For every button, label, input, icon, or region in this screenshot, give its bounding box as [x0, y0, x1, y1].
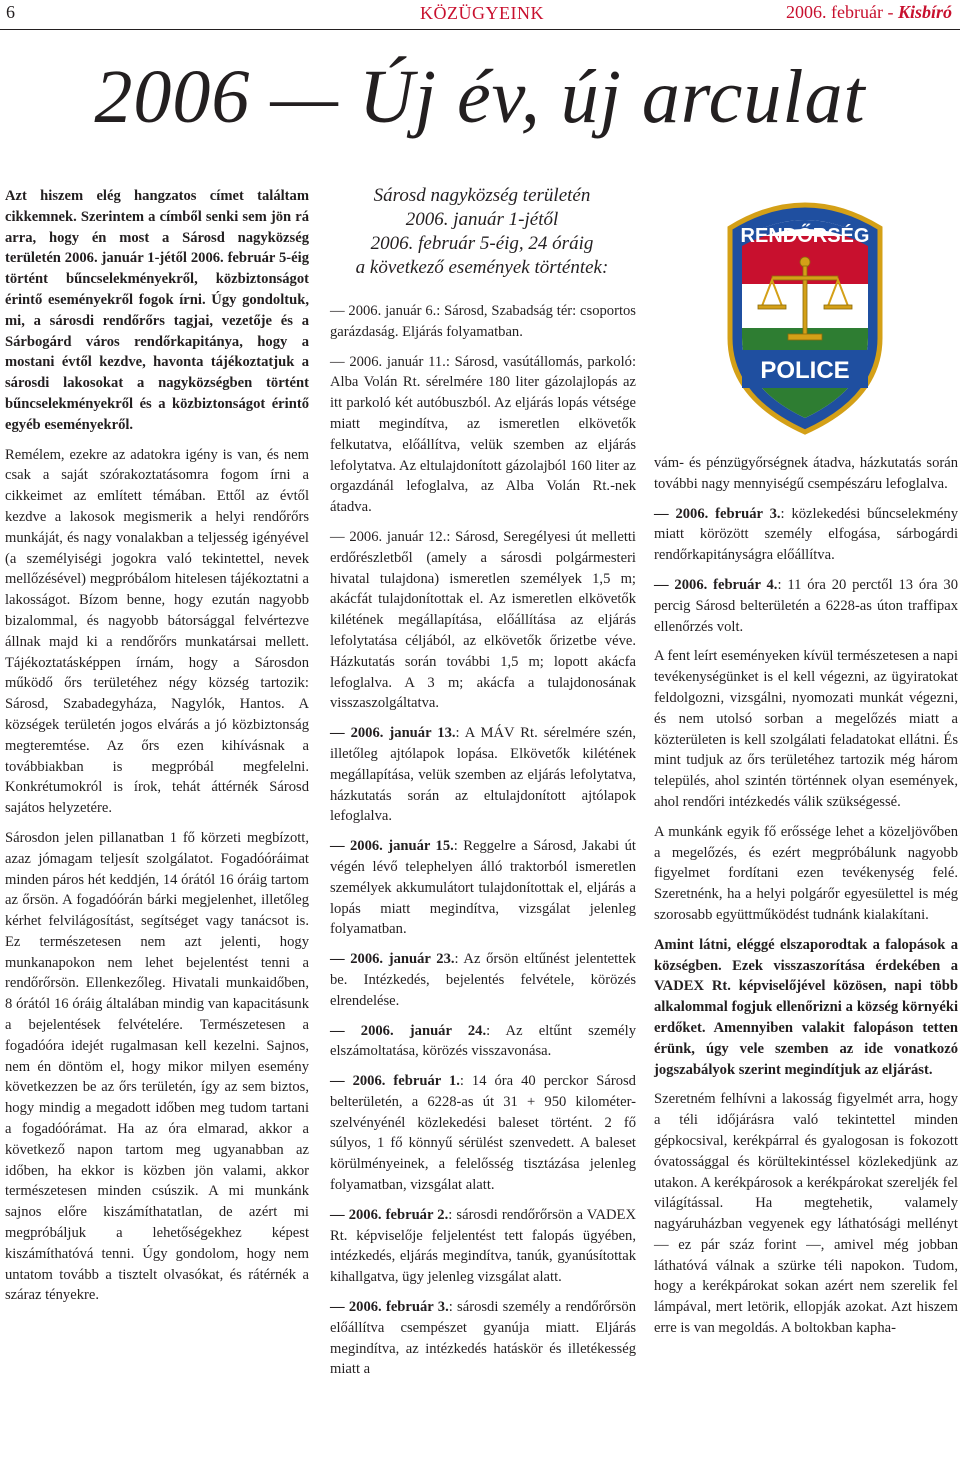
subhead-line: 2006. január 1-jétől: [405, 209, 559, 230]
event-text: : Az eltűnt személy elszámoltatása, körözés visszavonása.: [330, 1022, 636, 1060]
event-date: — 2006. január 13.: [330, 725, 456, 742]
page-number: 6: [6, 2, 15, 22]
event-text: : 14 óra 40 perckor Sárosd belterületén, a 6228-as út 31 + 950 kilométer- szelvényénél közlekedési baleset történt. 2 fő súlyos, 1 fő könnyű sérülést szenvedett. A baleset körülményeinek, a felelősség tisztázása jelenleg folyamatban, vizsgálat alatt.: [330, 1073, 636, 1194]
event-item: [330, 527, 636, 714]
event-item: [330, 1071, 636, 1196]
event-text: : Sárosd, Seregélyesi út melletti erdőrészletből (amely a sárosdi polgármesteri hivatal tulajdona) ismeretlen személyek 1,5 m; akácfát tulajdonítottak el. Az ismeretlen elkövetők kilétének megállapítása, előállítása az eljárás lefolytatása céljából, az elkövetők őrizetbe véve. Házkutatás során további 1,5 m; lopott akácfa lefoglalva. A 3 m; akácfa a tulajdonosának visszaszolgáltatva.: [330, 528, 636, 712]
subhead-line: Sárosd nagyközség területén: [373, 185, 591, 206]
event-date: — 2006. január 11.: [330, 353, 446, 370]
event-item: [654, 575, 958, 637]
page-header: [0, 0, 960, 30]
event-text: : 11 óra 20 perctől 13 óra 30 percig Sárosd belterületén a 6228-as úton traffipax ellenőrzés volt.: [654, 576, 958, 635]
event-text: : Sárosd, Szabadság tér: csoportos garázdaság. Eljárás folyamatban.: [330, 303, 636, 340]
intro-text: Azt hiszem elég hangzatos címet találtam cikkemnek. Szerintem a címből senki sem jön rá arra, hogy én most a Sárosd nagyközség területén 2006. január 1-jétől 2006. február 5-éig történt bűncselekményekről, közbiztonságot érintő eseményekről fogok írni. Úgy gondoltuk, mi, a sárosdi rendőrőrs tagjai, vezetője és a Sárbogárd város rendőrkapitánya, hogy a mostani évtől kezdve, havonta tájékoztatjuk a sárosdi lakosokat a nagyközségben történt bűncselekményekről és a közbiztonságot érintő egyéb eseményekről.: [5, 188, 309, 433]
paragraph: Sárosdon jelen pillanatban 1 fő körzeti megbízott, azaz jómagam teljesít szolgálatot. Fogadóóráimat minden páros hét keddjén, 14 órától 16 óráig tartom az őrsön. A fogadóórán bárki megjelenhet, illetőleg kérhet felvilágosítást, segítséget vagy tanácsot is. Ez természetesen nem azt jelenti, hogy munkanapokon nem lehet bejelentést tenni a rendőrőrsön. Ellenkezőleg. Hivatali munkaidőben, 8 órától 16 óráig általában mindig van kapacitásunk a bejelentések felvételére. Természetesen a fogadóóra idejét rugalmasan kell kezelni. Sajnos, nem én döntöm el, hogy mikor milyen esemény következzen be az őrs területén, így az sem biztos, hogy mindig a megadott időben meg tudom tartani a fogadóórámat. Ha az óra elmarad, akkor a következő napon tartom meg ugyanabban az időben, ha ekkor is közben jön valami, akkor természetesen minden csúszik. A mi munkánk sajnos előre kiszámíthatatlan, de azért mi megpróbáljuk a lehetőségekhez képest kiszámíthatóvá tenni. Úgy gondolom, hogy nem untatom tovább a tisztelt olvasókat, és rátérnék a száraz tényekre.: [5, 829, 309, 1304]
event-date: — 2006. január 12.: [330, 528, 447, 545]
event-date: — 2006. február 3.: [330, 1299, 449, 1316]
badge-top-text: RENDŐRSÉG: [740, 225, 870, 247]
bold-paragraph: [654, 935, 958, 1081]
paragraph: vám- és pénzügyőrségnek átadva, házkutatás során további nagy mennyiségű csempészáru lefoglalva.: [654, 455, 958, 492]
event-date: — 2006. február 3.: [654, 505, 781, 522]
column-3: [654, 453, 958, 1348]
event-item: [330, 723, 636, 827]
event-text: : sárosdi személy a rendőrőrsön előállítva csempészet gyanúja miatt. Eljárás megindítva, az intézkedés hatáskör és illetékesség miatt a: [330, 1299, 636, 1378]
event-date: — 2006. február 4.: [654, 576, 778, 593]
intro-paragraph: [5, 186, 309, 436]
event-item: [330, 1297, 636, 1380]
column-1: [5, 186, 309, 1315]
headline: 2006 — Új év, új arculat: [94, 55, 866, 139]
event-date: — 2006. január 15.: [330, 838, 454, 855]
issue-date: [786, 2, 952, 23]
event-item: [654, 504, 958, 566]
event-text: : Az őrsön eltűnést jelentettek be. Intézkedés, bejelentés felvétele, körözés elrendelése.: [330, 951, 636, 1009]
event-item: [330, 949, 636, 1011]
bold-text: Amint látni, eléggé elszaporodtak a falopások a községben. Ezek visszaszorítása érdekében a VADEX Rt. képviselőjével közösen, napi több alkalommal fogjuk ellenőrizni a község környéki erdőket. Amennyiben valakit falopáson tetten érünk, úgy vele szemben az ide vonatkozó jogszabályok szerint megindítjuk az eljárást.: [654, 936, 958, 1078]
paragraph: A munkánk egyik fő erőssége lehet a közeljövőben a megelőzés, és ezért megpróbálunk nagyobb figyelmet fordítani ezen tevékenység felé. Szeretnénk, ha a helyi polgárőr egyesülettel is még szorosabb együttműködést tudnánk kialakítani.: [654, 823, 958, 923]
event-item: [330, 836, 636, 940]
event-text: : A MÁV Rt. sérelmére szén, illetőleg ajtólapok lopása. Elkövetők kilétének megállapítása, velük szemben az eljárás lefolytatva, házkutatás során az eltulajdonított ajtólapok lefoglalva.: [330, 725, 636, 825]
paragraph: A fent leírt eseményeken kívül természetesen a napi tevékenységünket is el kell végezni, az ügyiratokat feldolgozni, vizsgálni, nyomozati munkát végezni, és nem utolsó sorban a megelőzés miatt a közterületen is kell szolgálati feladatokat ellátni. És mint tudjuk az őrs területéhez tartozik még három település, ahol szintén történnek olyan események, ahol rendőri intézkedés válik szükségessé.: [654, 648, 958, 810]
event-item: [330, 301, 636, 343]
event-date: — 2006. február 1.: [330, 1073, 460, 1090]
event-date: — 2006. január 23.: [330, 951, 455, 968]
event-item: [330, 1205, 636, 1288]
badge-bottom-text: POLICE: [760, 357, 850, 384]
paragraph: Szeretném felhívni a lakosság figyelmét arra, hogy a téli időjárásra való tekintettel minden gépkocsival, kerékpárral és gyalogosan is fokozott óvatossággal és körültekintéssel közlekedjünk az utakon. A kerékpárosok a kerékpárokat szereljék fel világítással. Ha megtehetik, valamely nagyáruházban vegyenek egy láthatósági mellényt — ez pár száz forint —, amivel még jobban láthatóvá válnak a szürke téli napokon. Tudom, hogy a kerékpárokat sokan azért nem szerelik fel lámpával, mert letörik, ellopják azokat. Azt hiszem erre is van megoldás. A boltokban kapha-: [654, 1091, 958, 1337]
paragraph: Remélem, ezekre az adatokra igény is van, és nem csak a saját szórakoztatásomra fogom írni a cikkeimet az említett témában. Ettől az évtől kezdve a lakosok megismerik a helyi rendőrőrs munkáját, és nagy vonalakban a teljesség igényével (a személyiségi jogokra való tekintettel, nevek mellőzésével) megpróbálom hitelesen tájékoztatni a lakosságot. Bízom benne, hogy ezután nagyobb bizalommal, és nagyobb bátorsággal felvértezve állnak majd ki a rendőrőrs munkatársai mellett. Tájékoztatásképpen írnám, hogy a Sárosdon működő őrs területéhez négy község tartozik: Sárosd, Szabadegyháza, Nagylók, Hantos. A községek területén jogos elvárás a jó közbiztonság megteremtése. Az őrs ezen kihívásnak a továbbiakban is megpróbál megfelelni. Konkrétumokról is írok, tehát áttérnék Sárosd sajátos helyzetére.: [5, 446, 309, 817]
police-shield-icon: [722, 188, 888, 436]
column-2: [330, 301, 636, 1389]
event-item: [330, 352, 636, 518]
subhead-line: a következő események történtek:: [355, 257, 609, 278]
event-text: : Sárosd, vasútállomás, parkoló: Alba Volán Rt. sérelmére 180 liter gázolajlopás az itt parkoló két autóbuszból. Az eljárás lopás vétsége miatt megindítva, az ismeretlen elkövetők felkutatva, előállítva, velük szemben az eljárás lefolytatva. Az eltulajdonított gázolajból 160 liter az orgazdánál lefoglalva, az Alba Volán Rt.-nek átadva.: [330, 353, 636, 516]
event-date: — 2006. január 6.: [330, 303, 437, 319]
event-date: — 2006. január 24.: [330, 1022, 487, 1039]
event-text: : Reggelre a Sárosd, Jakabi út végén lévő telephelyen álló traktorból ismeretlen személyek akkumulátort tulajdonítottak el, eljárás a lopás miatt megindítva, vizsgálat jelenleg folyamatban.: [330, 838, 636, 938]
event-item: [330, 1021, 636, 1063]
events-subhead: [326, 184, 638, 280]
event-date: — 2006. február 2.: [330, 1206, 449, 1223]
event-text: : sárosdi rendőrőrsön a VADEX Rt. képviselője feljelentést tett falopás ügyében, intézkedés, eljárás megindítva, tanúk, gyanúsítottak kihallgatva, ügy jelenleg vizsgálat alatt.: [330, 1206, 636, 1286]
issue-date-prefix: 2006. február -: [786, 2, 894, 22]
header-rule: [0, 29, 960, 30]
section-title: KÖZÜGYEINK: [420, 3, 544, 23]
publication-name: Kisbíró: [897, 2, 952, 22]
subhead-line: 2006. február 5-éig, 24 óráig: [370, 233, 594, 254]
event-text: : közlekedési bűncselekmény miatt körözött személy elfogása, sárbogárdi rendőrkapitányságra előállítva.: [654, 505, 958, 564]
